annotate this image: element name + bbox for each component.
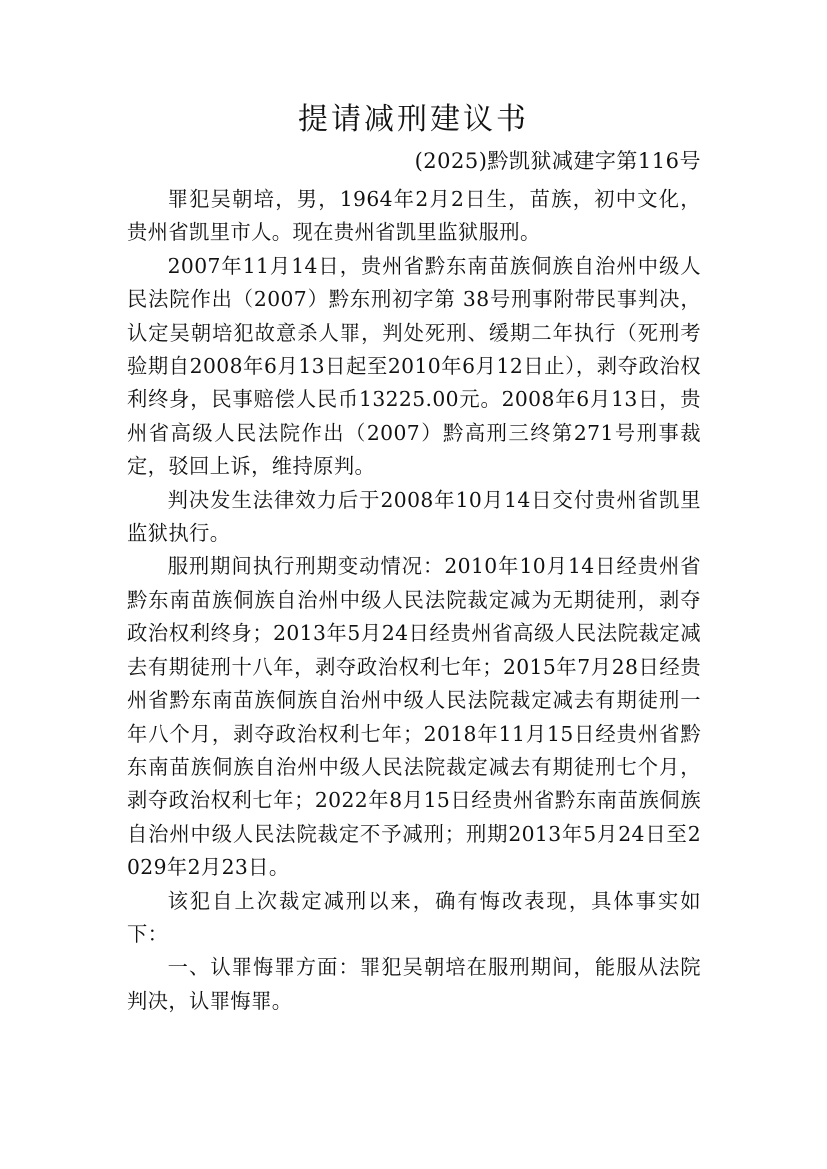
paragraph-repentance-intro: 该犯自上次裁定减刑以来，确有悔改表现，具体事实如下：: [127, 888, 701, 946]
paragraph-execution-delivery: 判决发生法律效力后于2008年10月14日交付贵州省凯里监狱执行。: [127, 487, 701, 546]
paragraph-basic-info: 罪犯吴朝培，男，1964年2月2日生，苗族，初中文化，贵州省凯里市人。现在贵州省凯里监狱服刑。: [127, 187, 701, 245]
paragraph-original-judgment: 2007年11月14日，贵州省黔东南苗族侗族自治州中级人民法院作出（2007）黔东刑初字第 38号刑事附带民事判决，认定吴朝培犯故意杀人罪，判处死刑、缓期二年执行（死刑考验期自2008年6月13日起至2010年6月12日止），剥夺政治权利终身，民事赔偿人民币13225.00元。2008年6月13日，贵州省高级人民法院作出（2007）黔高刑三终第271号刑事裁定，驳回上诉，维持原判。: [127, 253, 701, 479]
document-title: 提请减刑建议书: [298, 102, 529, 137]
document-body: [127, 183, 701, 1018]
document-number: (2025)黔凯狱减建字第116号: [414, 149, 701, 173]
paragraph-sentence-changes: 服刑期间执行刑期变动情况：2010年10月14日经贵州省黔东南苗族侗族自治州中级人民法院裁定减为无期徒刑，剥夺政治权利终身；2013年5月24日经贵州省高级人民法院裁定减去有期徒刑十八年，剥夺政治权利七年；2015年7月28日经贵州省黔东南苗族侗族自治州中级人民法院裁定减去有期徒刑一年八个月，剥夺政治权利七年；2018年11月15日经贵州省黔东南苗族侗族自治州中级人民法院裁定减去有期徒刑七个月，剥夺政治权利七年；2022年8月15日经贵州省黔东南苗族侗族自治州中级人民法院裁定不予减刑；刑期2013年5月24日至2029年2月23日。: [127, 554, 701, 880]
paragraph-admission-of-guilt: 一、认罪悔罪方面：罪犯吴朝培在服刑期间，能服从法院判决，认罪悔罪。: [127, 955, 701, 1013]
